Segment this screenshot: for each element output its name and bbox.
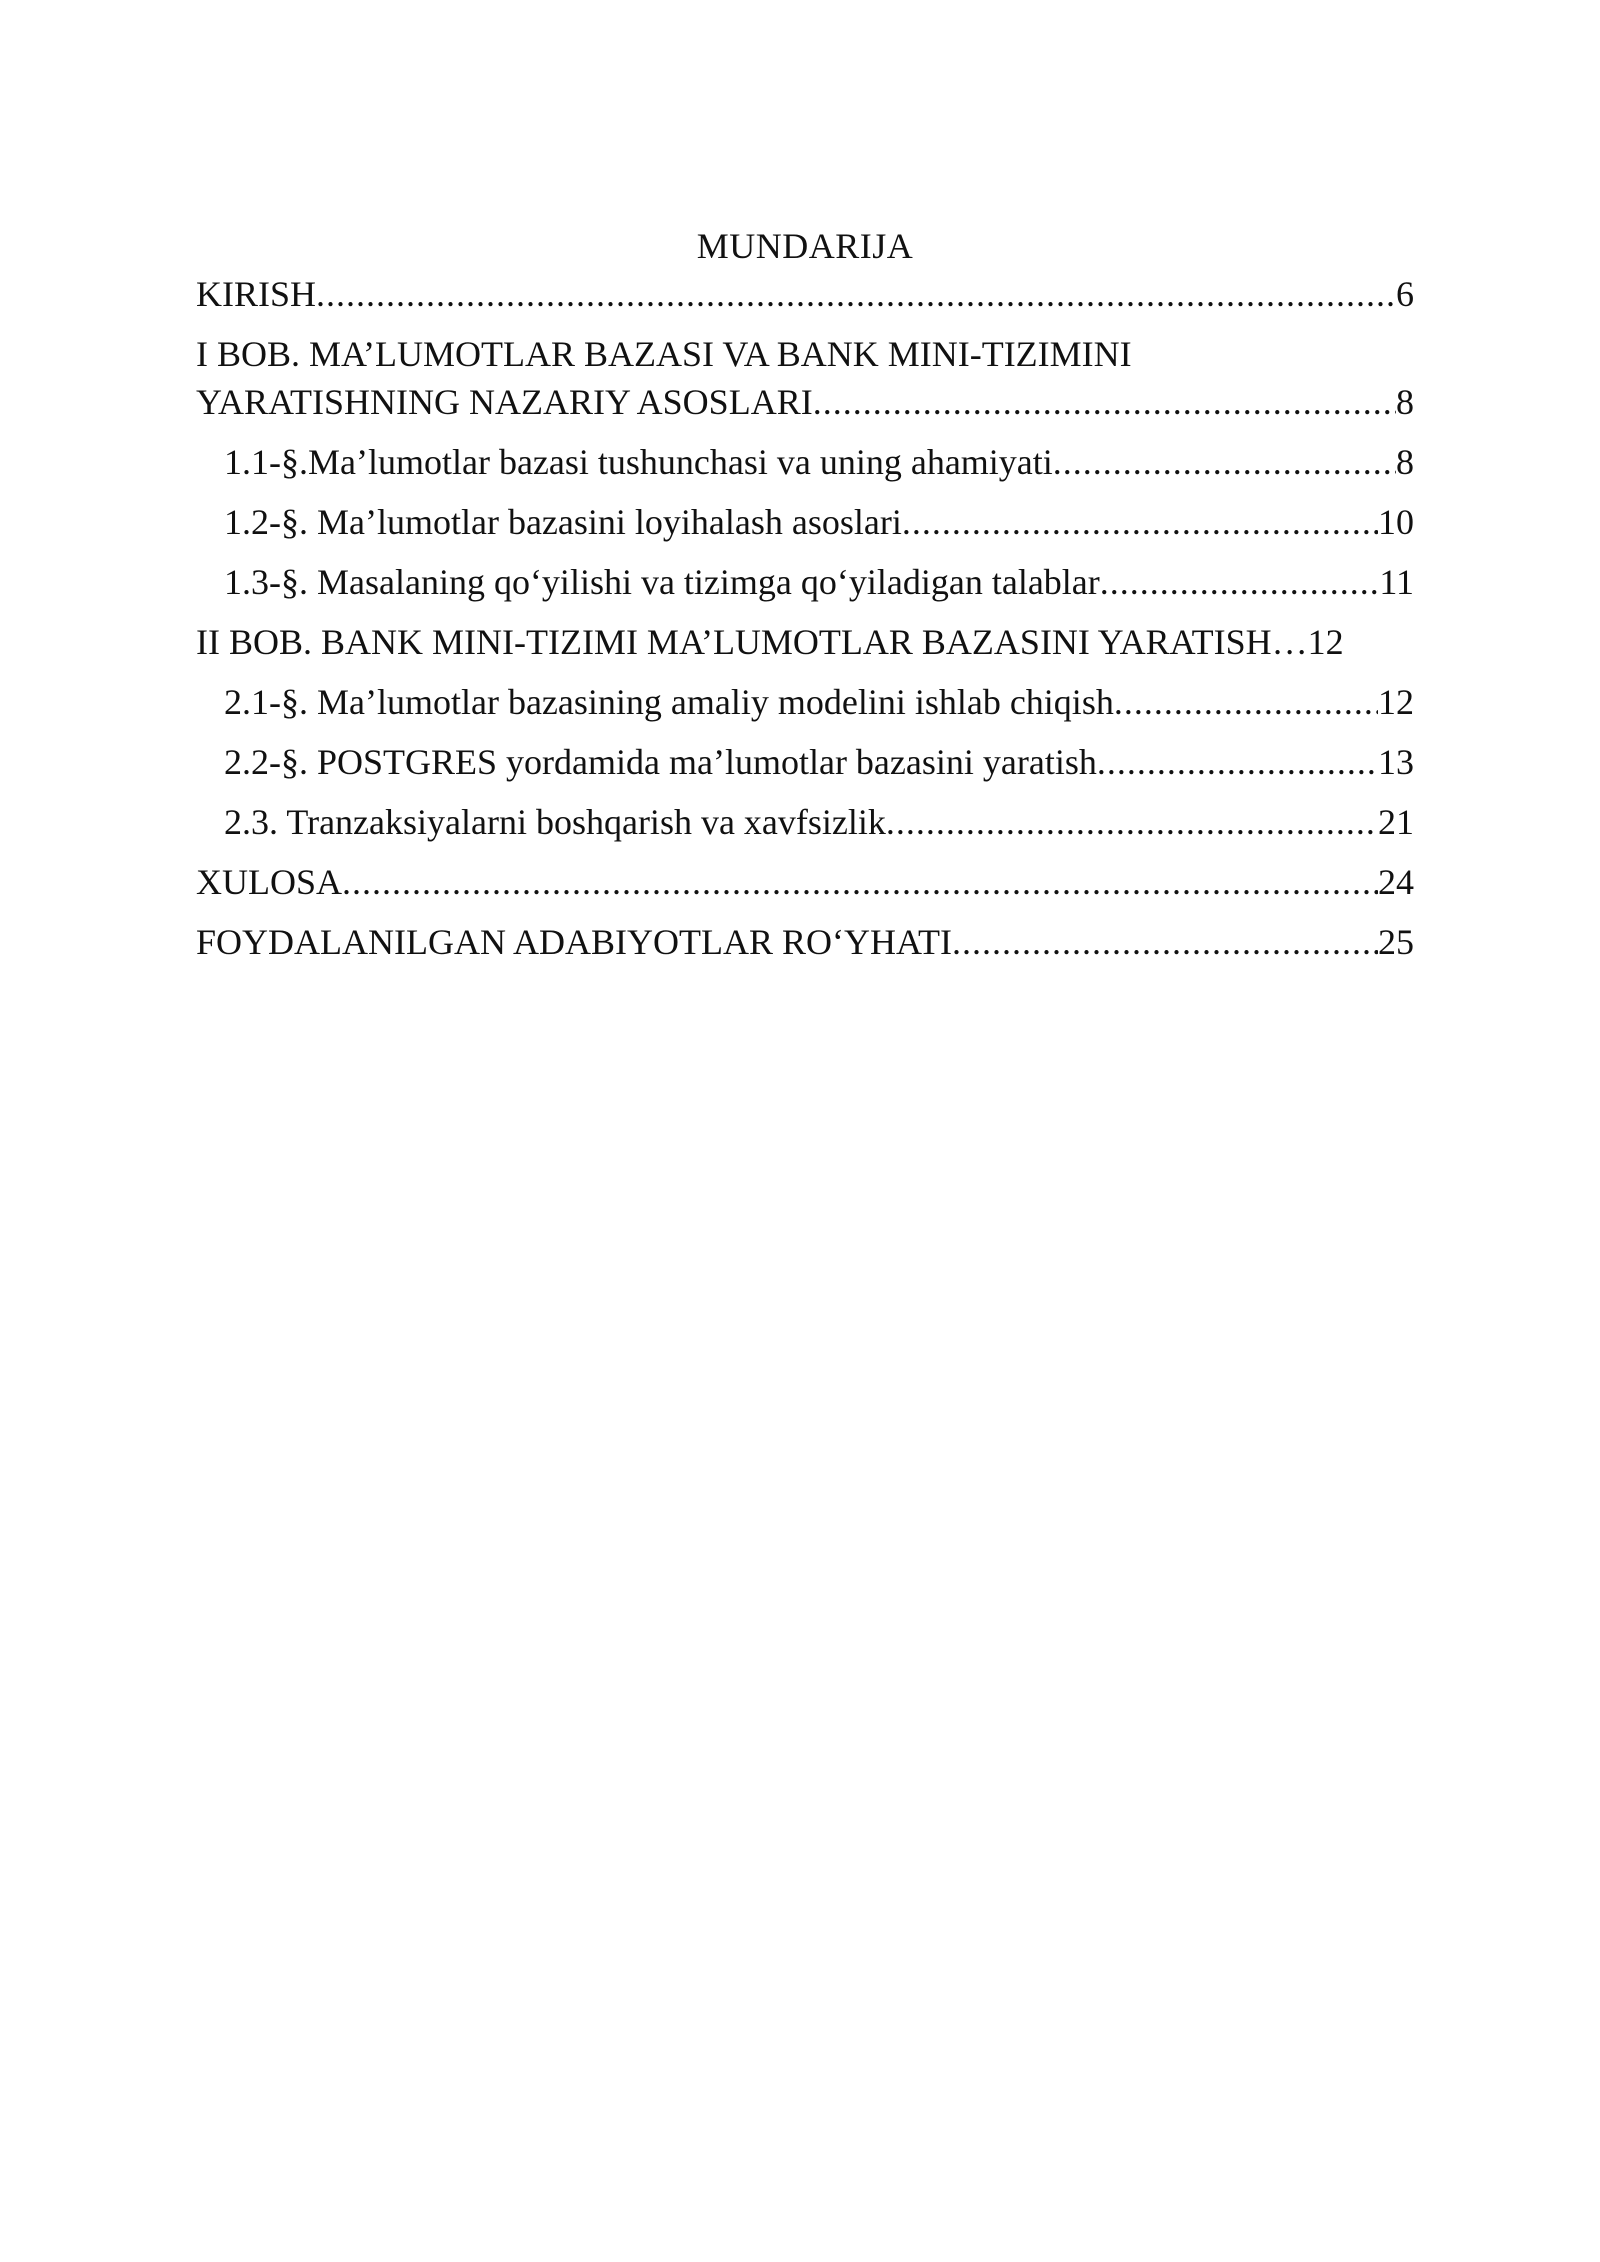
dot-leader xyxy=(1097,738,1378,786)
toc-entry-page: 10 xyxy=(1378,502,1414,542)
toc-entry-text: II BOB. BANK MINI-TIZIMI MA’LUMOTLAR BAZASINI YARATISH… xyxy=(196,622,1308,662)
toc-entry-section-2-3[interactable] xyxy=(196,798,1414,846)
toc-entry-references[interactable] xyxy=(196,918,1414,966)
toc-entry-xulosa[interactable] xyxy=(196,858,1414,906)
toc-entry-text: 2.2-§. POSTGRES yordamida ma’lumotlar bazasini yaratish xyxy=(224,742,1097,782)
toc-entry-text: YARATISHNING NAZARIY ASOSLARI xyxy=(196,382,813,422)
dot-leader xyxy=(1053,438,1396,486)
toc-entry-page: 13 xyxy=(1378,742,1414,782)
toc-entry-text: XULOSA xyxy=(196,862,343,902)
toc-entry-section-2-1[interactable] xyxy=(196,678,1414,726)
dot-leader xyxy=(952,918,1378,966)
toc-entry-page: 24 xyxy=(1378,862,1414,902)
toc-entry-text: 2.3. Tranzaksiyalarni boshqarish va xavfsizlik xyxy=(224,802,886,842)
toc-entry-section-1-2[interactable] xyxy=(196,498,1414,546)
dot-leader xyxy=(813,378,1396,426)
toc-entry-chapter-2[interactable] xyxy=(196,618,1414,666)
toc-entry-text: FOYDALANILGAN ADABIYOTLAR RO‘YHATI xyxy=(196,922,952,962)
table-of-contents xyxy=(196,222,1414,966)
toc-entry-section-1-3[interactable] xyxy=(196,558,1414,606)
toc-entry-page: 12 xyxy=(1378,682,1414,722)
toc-entry-section-2-2[interactable] xyxy=(196,738,1414,786)
toc-entry-chapter-1[interactable] xyxy=(196,330,1414,426)
dot-leader xyxy=(1114,678,1378,726)
toc-entry-text-line1: I BOB. MA’LUMOTLAR BAZASI VA BANK MINI-TIZIMINI xyxy=(196,334,1132,374)
dot-leader xyxy=(1100,558,1380,606)
toc-entry-text: 2.1-§. Ma’lumotlar bazasining amaliy modelini ishlab chiqish xyxy=(224,682,1114,722)
toc-entry-page: 8 xyxy=(1396,442,1414,482)
dot-leader xyxy=(342,858,1378,906)
dot-leader xyxy=(886,798,1378,846)
toc-entry-page: 6 xyxy=(1396,274,1414,314)
toc-entry-page: 12 xyxy=(1307,622,1344,662)
toc-entry-page: 25 xyxy=(1378,922,1414,962)
dot-leader xyxy=(316,270,1396,318)
toc-entry-text: KIRISH xyxy=(196,274,317,314)
toc-entry-kirish[interactable] xyxy=(196,270,1414,318)
toc-entry-section-1-1[interactable] xyxy=(196,438,1414,486)
toc-list xyxy=(196,270,1414,966)
toc-entry-text: 1.1-§.Ma’lumotlar bazasi tushunchasi va uning ahamiyati xyxy=(224,442,1053,482)
toc-entry-page: 11 xyxy=(1379,562,1414,602)
toc-entry-chapter-1-line2 xyxy=(196,378,1414,426)
toc-entry-text: 1.2-§. Ma’lumotlar bazasini loyihalash asoslari xyxy=(224,502,902,542)
toc-entry-text: 1.3-§. Masalaning qo‘yilishi va tizimga qo‘yiladigan talablar xyxy=(224,562,1100,602)
dot-leader xyxy=(902,498,1378,546)
toc-title: MUNDARIJA xyxy=(696,226,914,266)
toc-entry-page: 8 xyxy=(1396,382,1414,422)
toc-entry-page: 21 xyxy=(1378,802,1414,842)
